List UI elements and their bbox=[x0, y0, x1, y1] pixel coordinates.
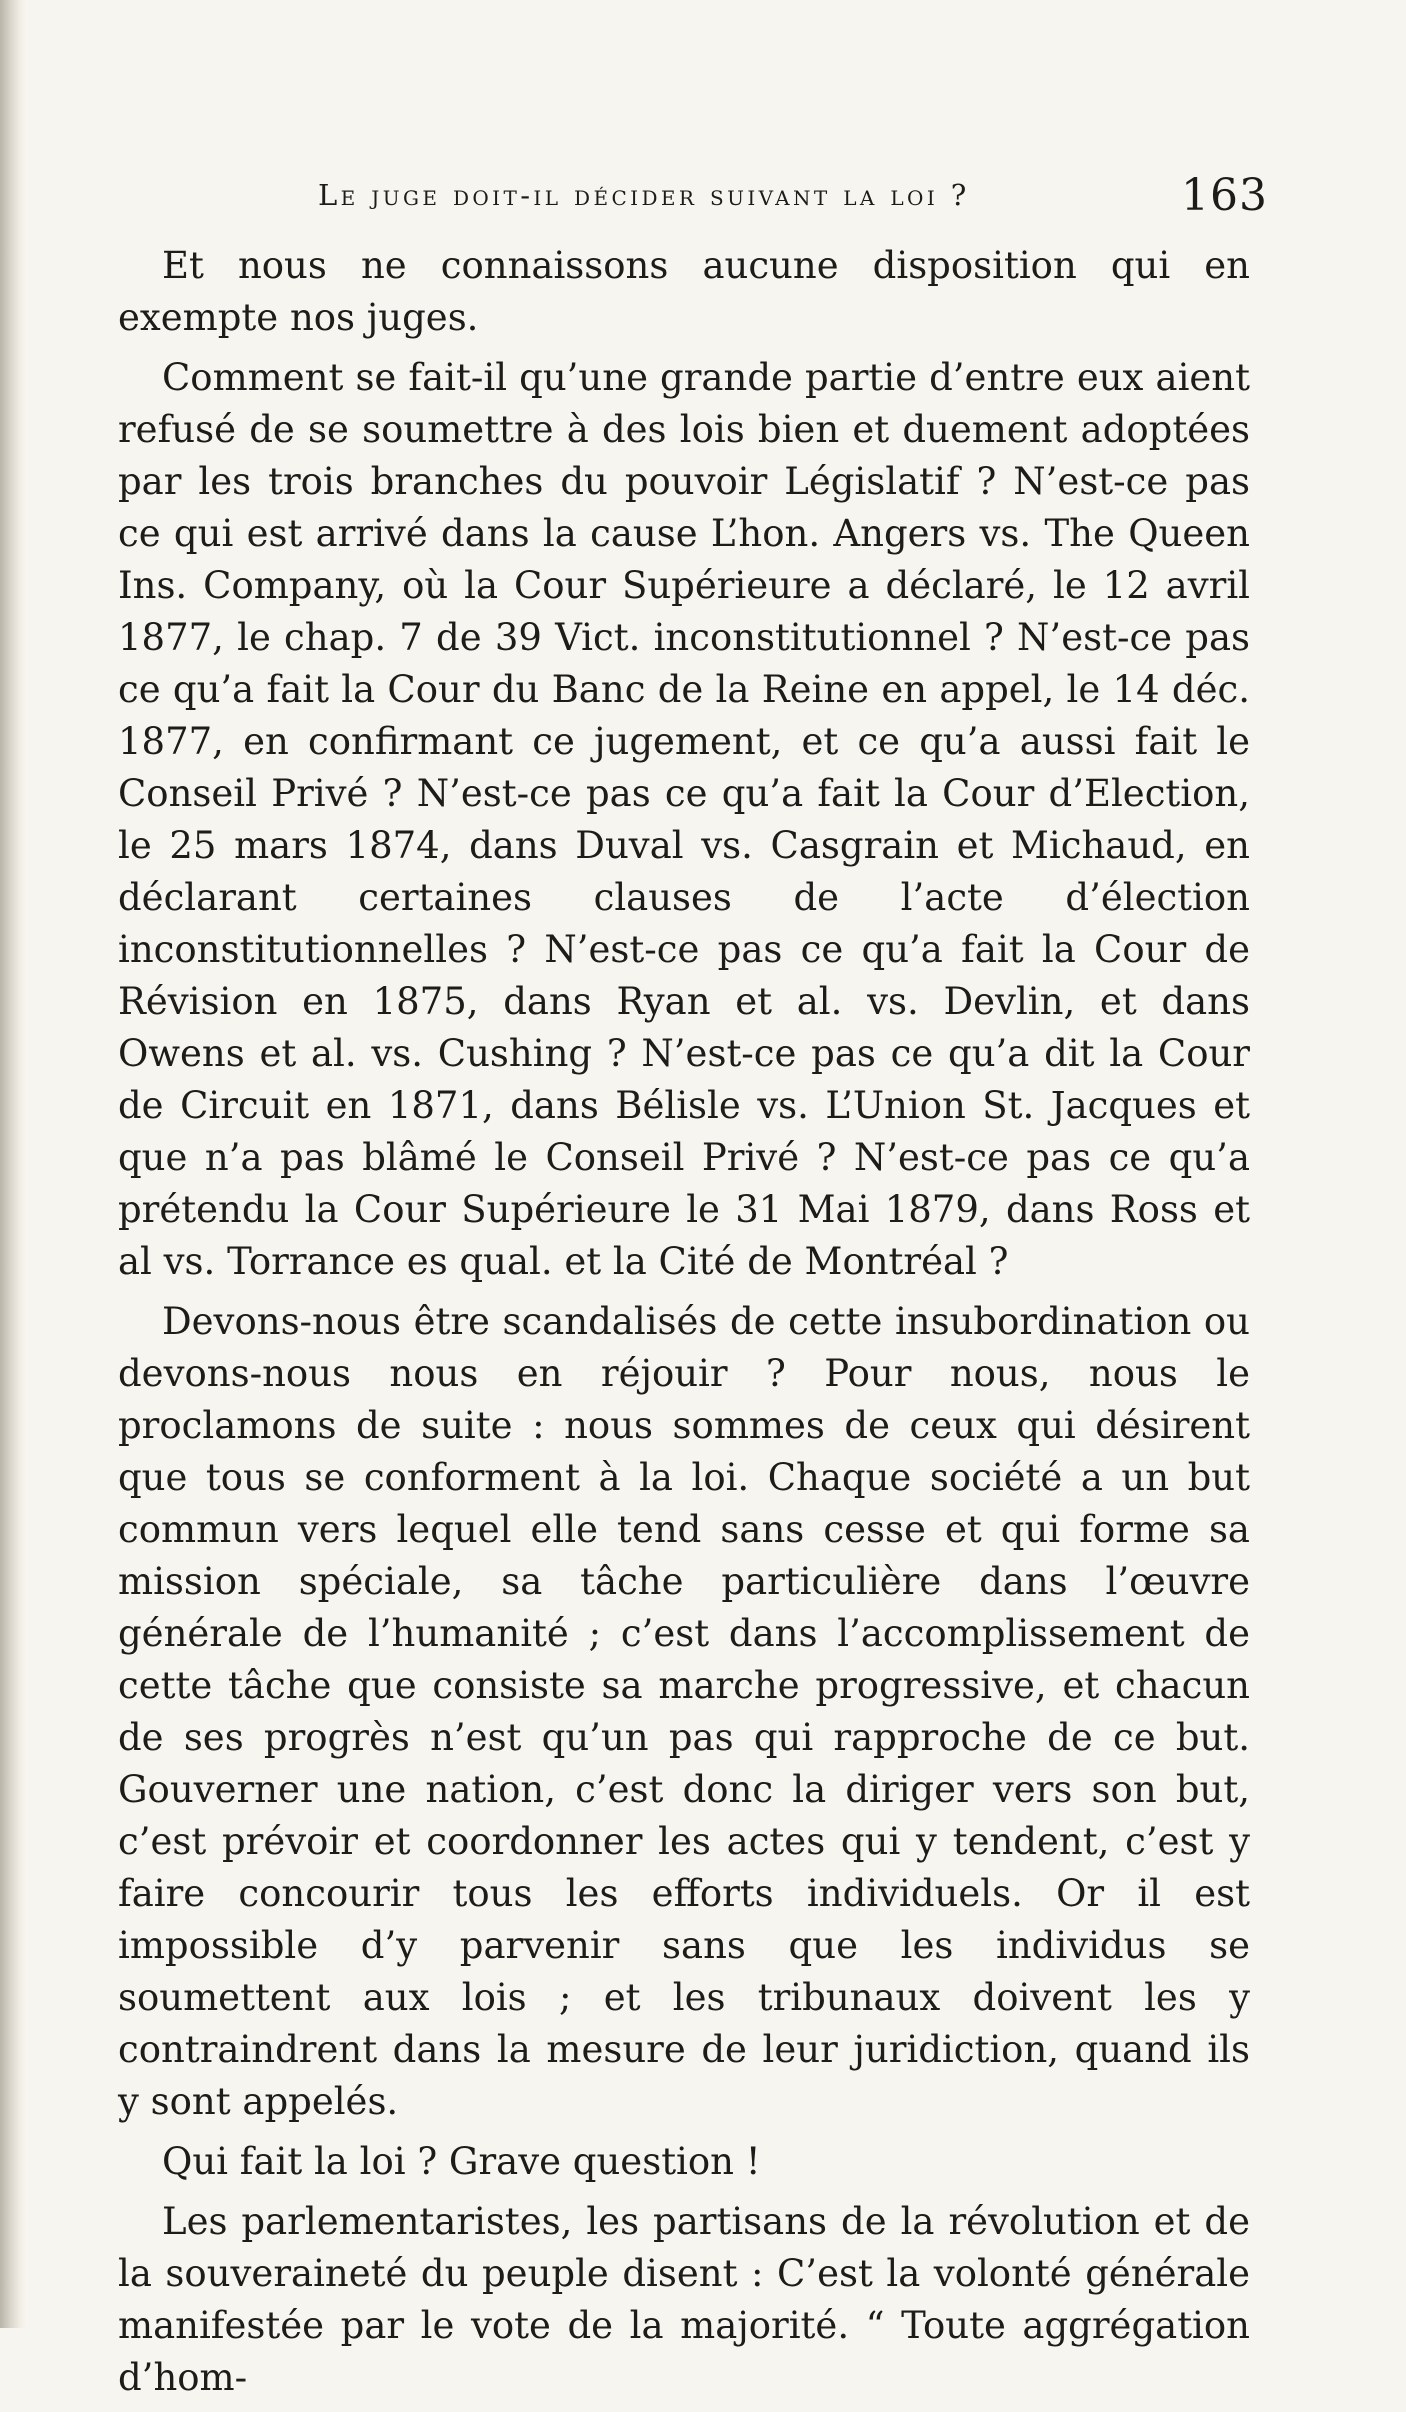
running-title: Le juge doit-il décider suivant la loi ? bbox=[318, 178, 970, 212]
page-header bbox=[118, 170, 1268, 230]
body-text bbox=[118, 240, 1250, 2412]
paragraph-2: Comment se fait-il qu’une grande partie d’entre eux aient refusé de se soumettre à des lois bien et duement adoptées par les trois branches du pouvoir Législatif ? N’est-ce pas ce qui est arrivé dans la cause L’hon. Angers vs. The Queen Ins. Company, où la Cour Supérieure a déclaré, le 12 avril 1877, le chap. 7 de 39 Vict. inconstitutionnel ? N’est-ce pas ce qu’a fait la Cour du Banc de la Reine en appel, le 14 déc. 1877, en confirmant ce jugement, et ce qu’a aussi fait le Conseil Privé ? N’est-ce pas ce qu’a fait la Cour d’Election, le 25 mars 1874, dans Duval vs. Casgrain et Michaud, en déclarant certaines clauses de l’acte d’élection inconstitutionnelles ? N’est-ce pas ce qu’a fait la Cour de Révision en 1875, dans Ryan et al. vs. Devlin, et dans Owens et al. vs. Cushing ? N’est-ce pas ce qu’a dit la Cour de Circuit en 1871, dans Bélisle vs. L’Union St. Jacques et que n’a pas blâmé le Conseil Privé ? N’est-ce pas ce qu’a prétendu la Cour Supérieure le 31 Mai 1879, dans Ross et al vs. Torrance es qual. et la Cité de Montréal ? bbox=[118, 356, 1250, 1283]
paragraph-1: Et nous ne connaissons aucune disposition qui en exempte nos juges. bbox=[118, 244, 1250, 339]
paragraph-4: Qui fait la loi ? Grave question ! bbox=[162, 2140, 761, 2183]
binding-edge bbox=[0, 0, 26, 2328]
page-number: 163 bbox=[1181, 170, 1268, 221]
paragraph-3: Devons-nous être scandalisés de cette insubordination ou devons-nous nous en réjouir ? Pour nous, nous le proclamons de suite : nous sommes de ceux qui désirent que tous se conforment à la loi. Chaque société a un but commun vers lequel elle tend sans cesse et qui forme sa mission spéciale, sa tâche particulière dans l’œuvre générale de l’humanité ; c’est dans l’accomplissement de cette tâche que consiste sa marche progressive, et chacun de ses progrès n’est qu’un pas qui rapproche de ce but. Gouverner une nation, c’est donc la diriger vers son but, c’est prévoir et coordonner les actes qui y tendent, c’est y faire concourir tous les efforts individuels. Or il est impossible d’y parvenir sans que les individus se soumettent aux lois ; et les tribunaux doivent les y contraindrent dans la mesure de leur juridiction, quand ils y sont appelés. bbox=[118, 1300, 1250, 2123]
paragraph-5: Les parlementaristes, les partisans de la révolution et de la souveraineté du peuple disent : C’est la volonté générale manifestée par le vote de la majorité. “ Toute aggrégation d’hom- bbox=[118, 2200, 1250, 2399]
